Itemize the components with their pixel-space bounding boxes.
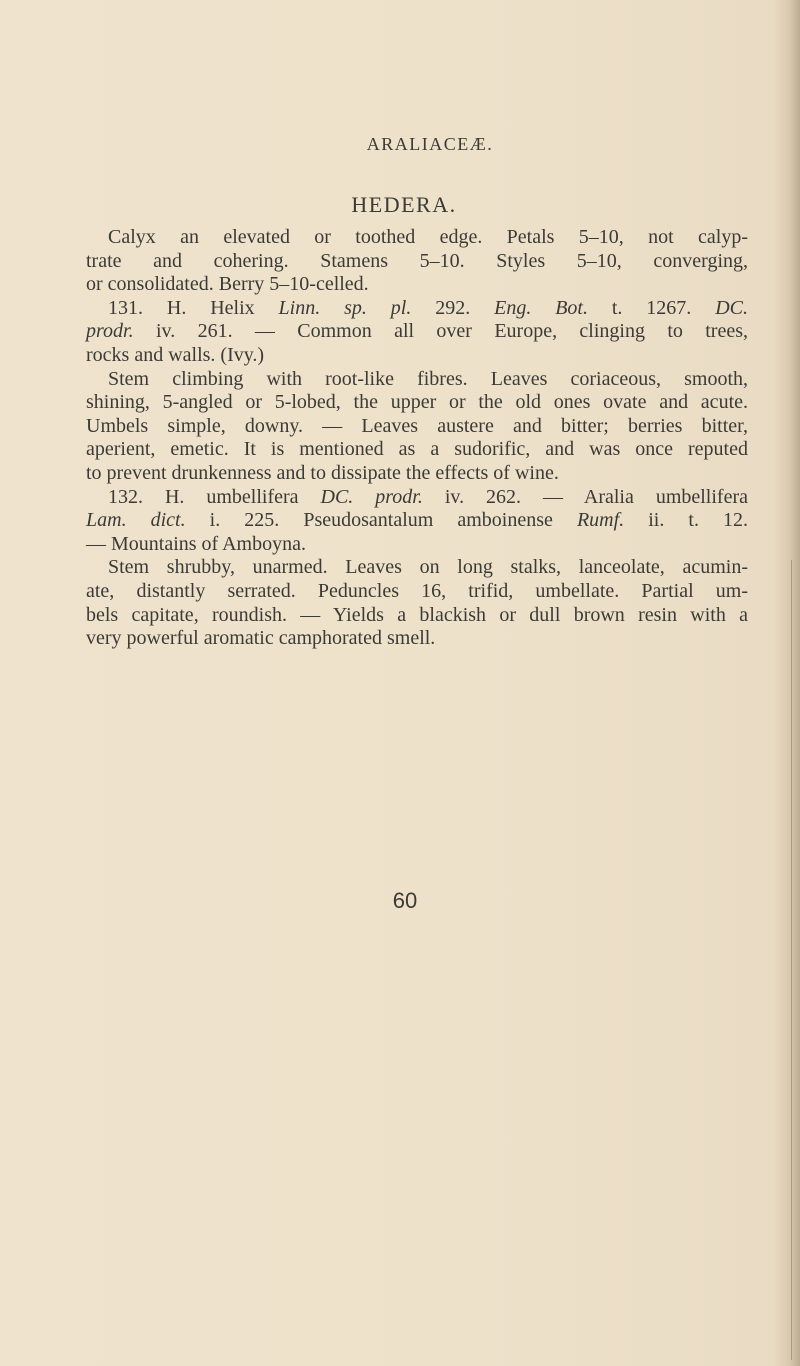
species-132-description-line: Stem shrubby, unarmed. Leaves on long stalks, lanceolate, acumin-	[108, 556, 748, 579]
species-131-description-line: Stem climbing with root-like fibres. Leaves coriaceous, smooth,	[108, 367, 748, 390]
species-132-heading-line: Lam. dict. i. 225. Pseudosantalum amboinense Rumf. ii. t. 12.	[86, 509, 748, 532]
species-132-description-line: ate, distantly serrated. Peduncles 16, trifid, umbellate. Partial um-	[86, 579, 748, 602]
genus-heading: HEDERA.	[351, 192, 457, 217]
genus-description-line: Calyx an elevated or toothed edge. Petals 5–10, not calyp-	[108, 226, 748, 248]
species-131-description-line: Umbels simple, downy. — Leaves austere and bitter; berries bitter,	[86, 414, 748, 437]
genus-description-line: trate and cohering. Stamens 5–10. Styles 5–10, converging,	[86, 249, 748, 272]
body-text	[86, 226, 748, 651]
genus-description-line: or consolidated. Berry 5–10-celled.	[86, 273, 369, 296]
species-131-heading-line: prodr. iv. 261. — Common all over Europe, clinging to trees,	[86, 320, 748, 343]
species-131-heading-line: rocks and walls. (Ivy.)	[86, 343, 265, 366]
running-head: ARALIACEÆ.	[366, 134, 494, 154]
species-131-description-line: to prevent drunkenness and to dissipate the effects of wine.	[86, 461, 559, 484]
page-number: 60	[392, 888, 418, 913]
species-132-description-line: bels capitate, roundish. — Yields a blackish or dull brown resin with a	[86, 603, 748, 626]
species-132-heading-line: — Mountains of Amboyna.	[86, 532, 306, 555]
species-131-description-line: aperient, emetic. It is mentioned as a sudorific, and was once reputed	[86, 438, 748, 461]
species-131-description-line: shining, 5-angled or 5-lobed, the upper or the old ones ovate and acute.	[86, 391, 748, 414]
page-edge-line	[791, 560, 792, 1360]
species-132-heading-line: 132. H. umbellifera DC. prodr. iv. 262. — Aralia umbellifera	[108, 485, 748, 508]
species-132-description-line: very powerful aromatic camphorated smell.	[86, 627, 436, 650]
species-131-heading-line: 131. H. Helix Linn. sp. pl. 292. Eng. Bot. t. 1267. DC.	[108, 296, 748, 319]
